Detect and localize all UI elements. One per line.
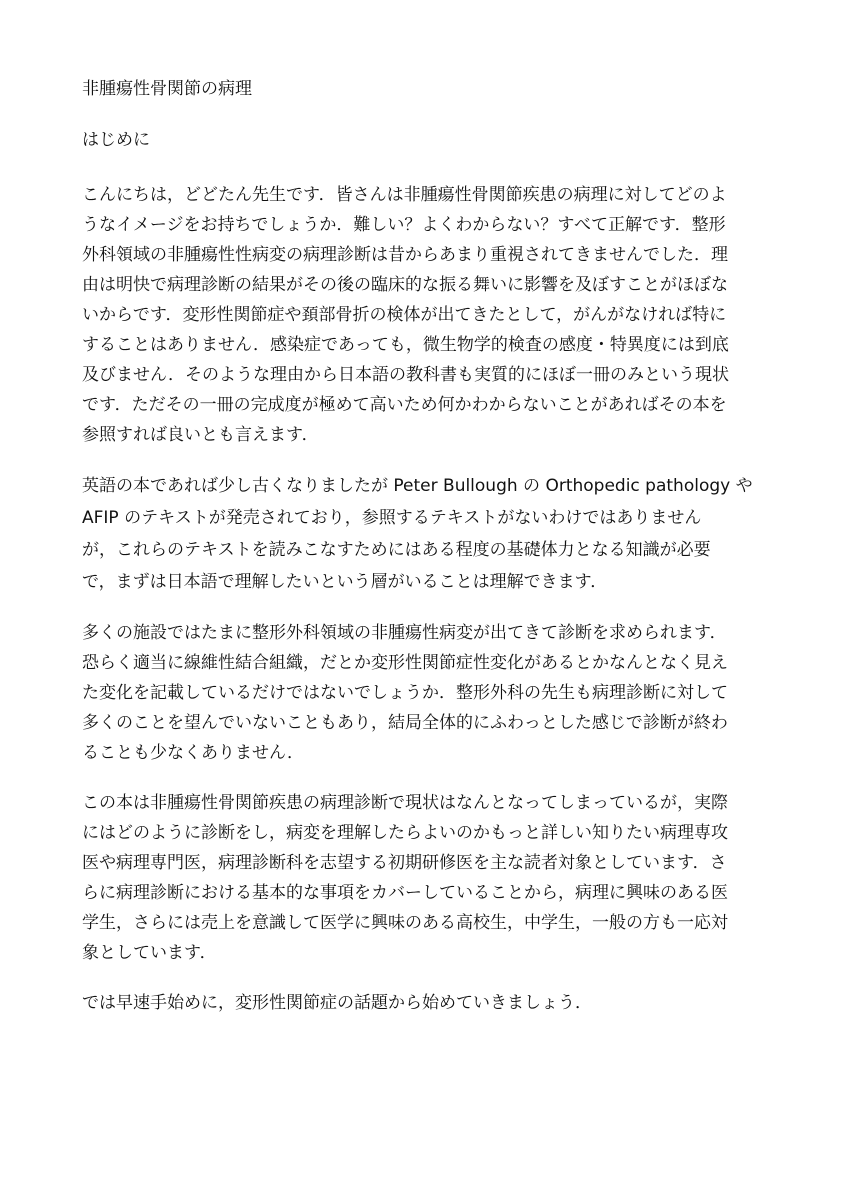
text-line: にはどのように診断をし，病変を理解したらよいのかもっと詳しい知りたい病理専攻: [82, 823, 728, 843]
text-line: では早速手始めに，変形性関節症の話題から始めていきましょう．: [82, 993, 592, 1013]
paragraph-audience: [82, 788, 768, 968]
document-title: 非腫瘍性骨関節の病理: [82, 79, 252, 99]
text-line: 多くの施設ではたまに整形外科領域の非腫瘍性病変が出てきて診断を求められます．: [82, 623, 727, 643]
text-line: 外科領域の非腫瘍性性病変の病理診断は昔からあまり重視されてきませんでした．理: [82, 245, 728, 265]
text-line: 学生，さらには売上を意識して医学に興味のある高校生，中学生，一般の方も一応対: [82, 913, 728, 933]
text-line: AFIP のテキストが発売されており，参照するテキストがないわけではありません: [82, 508, 702, 528]
text-line: 多くのことを望んでいないこともあり，結局全体的にふわっとした感じで診断が終わ: [82, 713, 728, 733]
text-line: 参照すれば良いとも言えます．: [82, 425, 319, 445]
section-heading: はじめに: [82, 130, 150, 150]
paragraph-intro: [82, 180, 768, 450]
text-line: ることも少なくありません．: [82, 743, 305, 763]
text-line: 英語の本であれば少し古くなりましたが Peter Bullough の Orthopedic pathology や: [82, 476, 753, 496]
text-line: です．ただその一冊の完成度が極めて高いため何かわからないことがあればその本を: [82, 395, 727, 415]
text-line: 医や病理専門医，病理診断科を志望する初期研修医を主な読者対象としています．さ: [82, 853, 727, 873]
text-line: 象としています．: [82, 943, 217, 963]
text-line: することはありません．感染症であっても，微生物学的検査の感度・特異度には到底: [82, 335, 729, 355]
text-line: た変化を記載しているだけではないでしょうか．整形外科の先生も病理診断に対して: [82, 683, 728, 703]
text-line: いからです．変形性関節症や頚部骨折の検体が出てきたとして，がんがなければ特に: [82, 305, 727, 325]
text-line: 及びません．そのような理由から日本語の教科書も実質的にほぼ一冊のみという現状: [82, 365, 730, 385]
text-line: が，これらのテキストを読みこなすためにはある程度の基礎体力となる知識が必要: [82, 540, 711, 560]
text-line: で，まずは日本語で理解したいという層がいることは理解できます．: [82, 572, 608, 592]
text-line: らに病理診断における基本的な事項をカバーしていることから，病理に興味のある医: [82, 883, 728, 903]
text-line: 由は明快で病理診断の結果がその後の臨床的な振る舞いに影響を及ぼすことがほぼな: [82, 275, 728, 295]
paragraph-english-books: [82, 470, 768, 598]
text-line: うなイメージをお持ちでしょうか．難しい？よくわからない？すべて正解です．整形: [82, 215, 726, 235]
paragraph-closing: [82, 988, 768, 1018]
text-line: この本は非腫瘍性骨関節疾患の病理診断で現状はなんとなってしまっているが，実際: [82, 793, 728, 813]
paragraph-facilities: [82, 618, 768, 768]
text-line: こんにちは，どどたん先生です．皆さんは非腫瘍性骨関節疾患の病理に対してどのよ: [82, 185, 727, 205]
text-line: 恐らく適当に線維性結合組織，だとか変形性関節症性変化があるとかなんとなく見え: [82, 653, 728, 673]
